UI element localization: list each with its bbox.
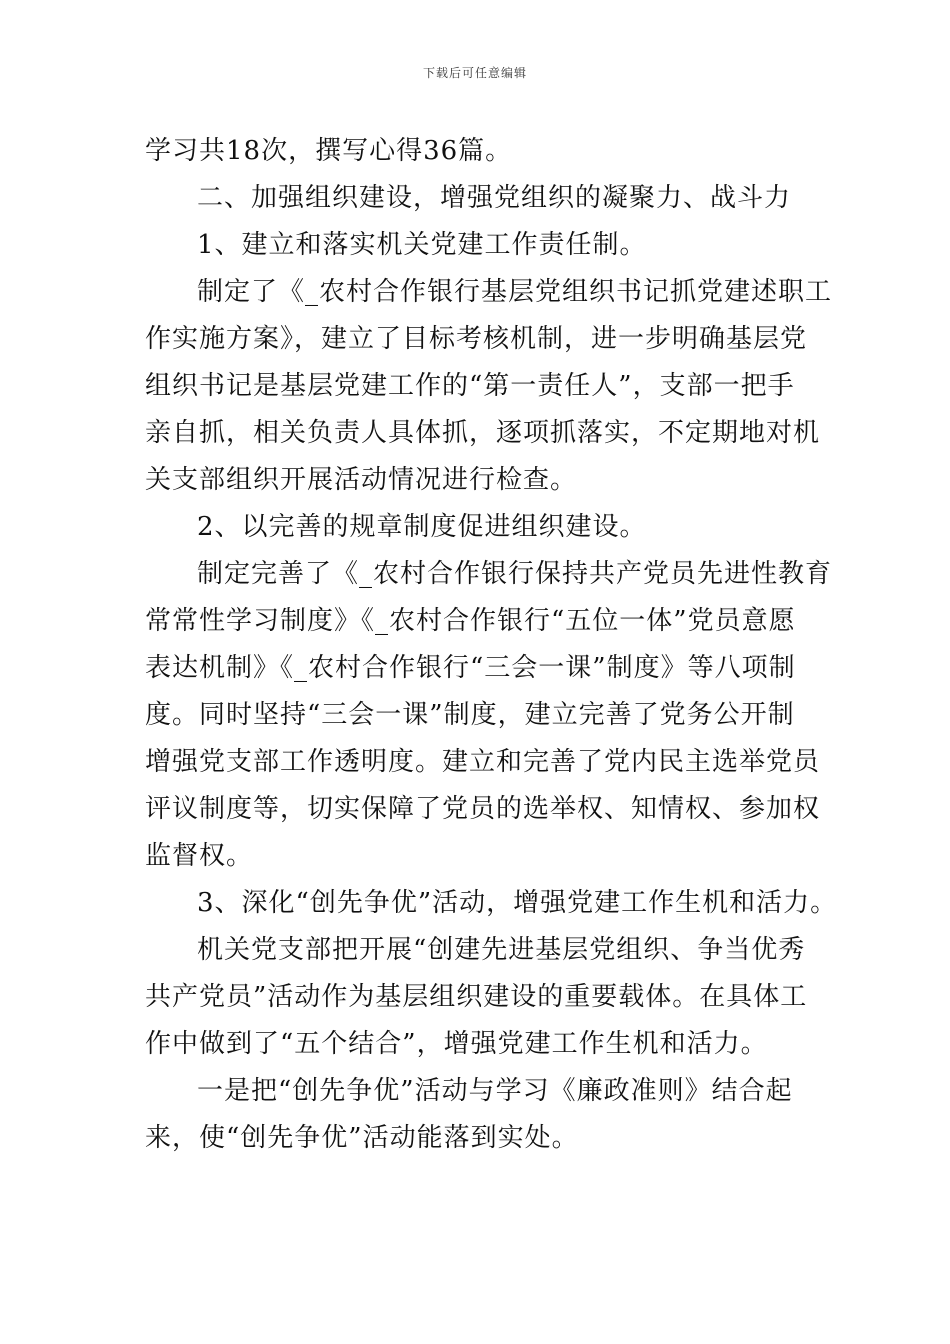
text-line: 表达机制》《_农村合作银行“三会一课”制度》等八项制 [145,653,796,683]
text-line: 增强党支部工作透明度。建立和完善了党内民主选举党员 [145,747,821,777]
text-line: 评议制度等，切实保障了党员的选举权、知情权、参加权 [145,794,821,824]
text-line: 作实施方案》，建立了目标考核机制，进一步明确基层党 [145,324,808,354]
text-line: 共产党员”活动作为基层组织建设的重要载体。在具体工 [145,982,808,1012]
page-header: 下载后可任意编辑 [422,66,527,80]
text-line: 组织书记是基层党建工作的“第一责任人”，支部一把手 [145,371,795,401]
subsection-heading: 3、深化“创先争优”活动，增强党建工作生机和活力。 [197,888,838,918]
text-line: 一是把“创先争优”活动与学习《廉政准则》结合起 [197,1076,793,1106]
text-line: 关支部组织开展活动情况进行检查。 [145,465,578,495]
document-body [145,128,838,1162]
text-line: 常常性学习制度》《_农村合作银行“五位一体”党员意愿 [145,606,796,636]
text-line: 来，使“创先争优”活动能落到实处。 [145,1123,579,1153]
subsection-heading: 2、以完善的规章制度促进组织建设。 [197,512,647,542]
section-heading: 二、加强组织建设，增强党组织的凝聚力、战斗力 [197,183,792,213]
text-line: 制定了《_农村合作银行基层党组织书记抓党建述职工 [197,277,833,307]
subsection-heading: 1、建立和落实机关党建工作责任制。 [197,230,647,260]
text-line: 监督权。 [145,841,254,871]
text-line: 机关党支部把开展“创建先进基层党组织、争当优秀 [197,935,806,965]
text-line: 制定完善了《_农村合作银行保持共产党员先进性教育 [197,559,833,589]
text-line: 亲自抓，相关负责人具体抓，逐项抓落实，不定期地对机 [145,418,821,448]
text-line: 学习共18次，撰写心得36篇。 [145,136,513,166]
text-line: 度。同时坚持“三会一课”制度，建立完善了党务公开制 [145,700,795,730]
text-line: 作中做到了“五个结合”，增强党建工作生机和活力。 [145,1029,768,1059]
